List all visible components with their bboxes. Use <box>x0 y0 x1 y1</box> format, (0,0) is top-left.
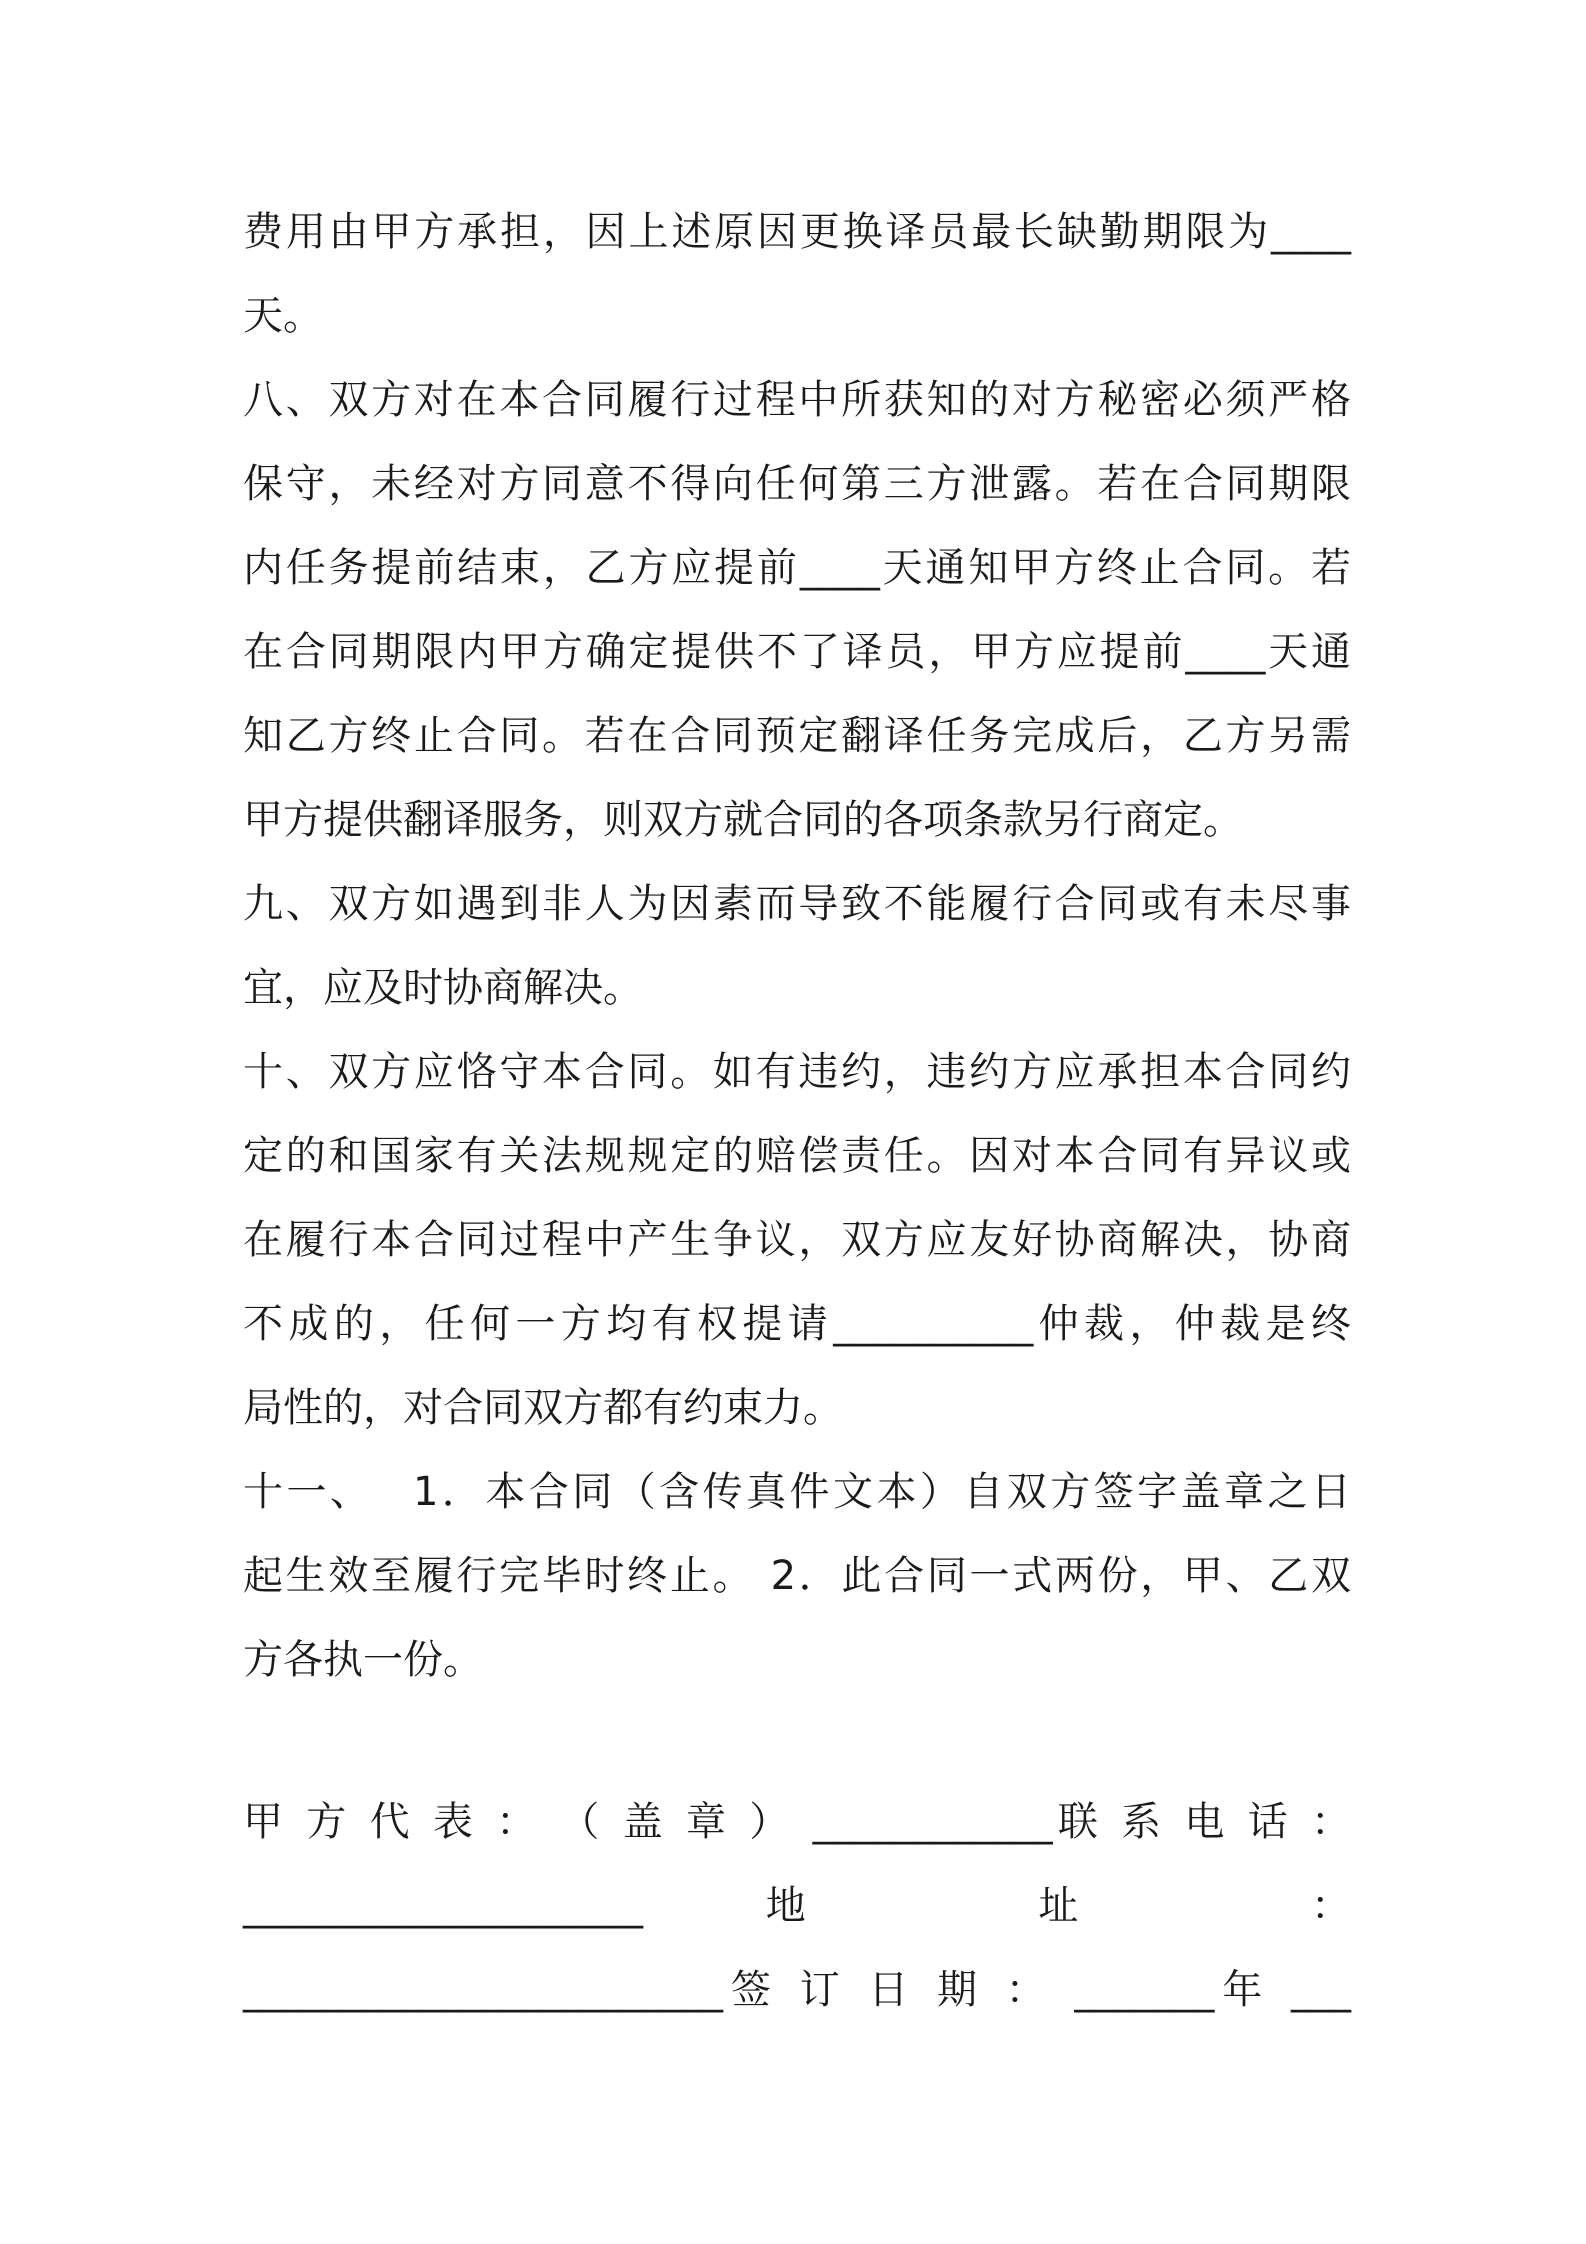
address-colon: ： <box>1311 1883 1351 1929</box>
text-line: 在履行本合同过程中产生争议，双方应友好协商解决，协商 <box>243 1217 1351 1263</box>
text-line: 起生效至履行完毕时终止。 2．此合同一式两份，甲、乙双 <box>243 1553 1351 1599</box>
text-line: 局性的，对合同双方都有约束力。 <box>243 1385 843 1431</box>
party-a-representative-line: 甲 方 代 表 ： （ 盖 章 ） ____________联 系 电 话 ： <box>243 1799 1351 1845</box>
address-blank: ____________________ <box>243 1883 643 1929</box>
text-line: 甲方提供翻译服务，则双方就合同的各项条款另行商定。 <box>243 797 1243 843</box>
text-line: 八、双方对在本合同履行过程中所获知的对方秘密必须严格 <box>243 377 1351 423</box>
text-line: 费用由甲方承担，因上述原因更换译员最长缺勤期限为____ <box>243 209 1351 255</box>
signing-date-line: ________________________签 订 日 期 ： _______年 ___ <box>243 1967 1351 2013</box>
text-line: 知乙方终止合同。若在合同预定翻译任务完成后，乙方另需 <box>243 713 1351 759</box>
address-label-char-1: 地 <box>765 1883 916 1929</box>
text-line: 在合同期限内甲方确定提供不了译员，甲方应提前____天通 <box>243 629 1351 675</box>
text-line: 内任务提前结束，乙方应提前____天通知甲方终止合同。若 <box>243 545 1351 591</box>
text-line: 保守，未经对方同意不得向任何第三方泄露。若在合同期限 <box>243 461 1351 507</box>
text-line: 不成的，任何一方均有权提请__________仲裁，仲裁是终 <box>243 1301 1351 1347</box>
address-label-char-2: 址 <box>1038 1883 1189 1929</box>
text-line: 宜，应及时协商解决。 <box>243 965 643 1011</box>
text-line: 十一、 1．本合同（含传真件文本）自双方签字盖章之日 <box>243 1469 1351 1515</box>
text-line: 定的和国家有关法规规定的赔偿责任。因对本合同有异议或 <box>243 1133 1351 1179</box>
address-line <box>243 1864 1351 1948</box>
text-line: 十、双方应恪守本合同。如有违约，违约方应承担本合同约 <box>243 1049 1351 1095</box>
text-line: 天。 <box>243 293 323 339</box>
text-line: 九、双方如遇到非人为因素而导致不能履行合同或有未尽事 <box>243 881 1351 927</box>
text-line: 方各执一份。 <box>243 1637 483 1683</box>
